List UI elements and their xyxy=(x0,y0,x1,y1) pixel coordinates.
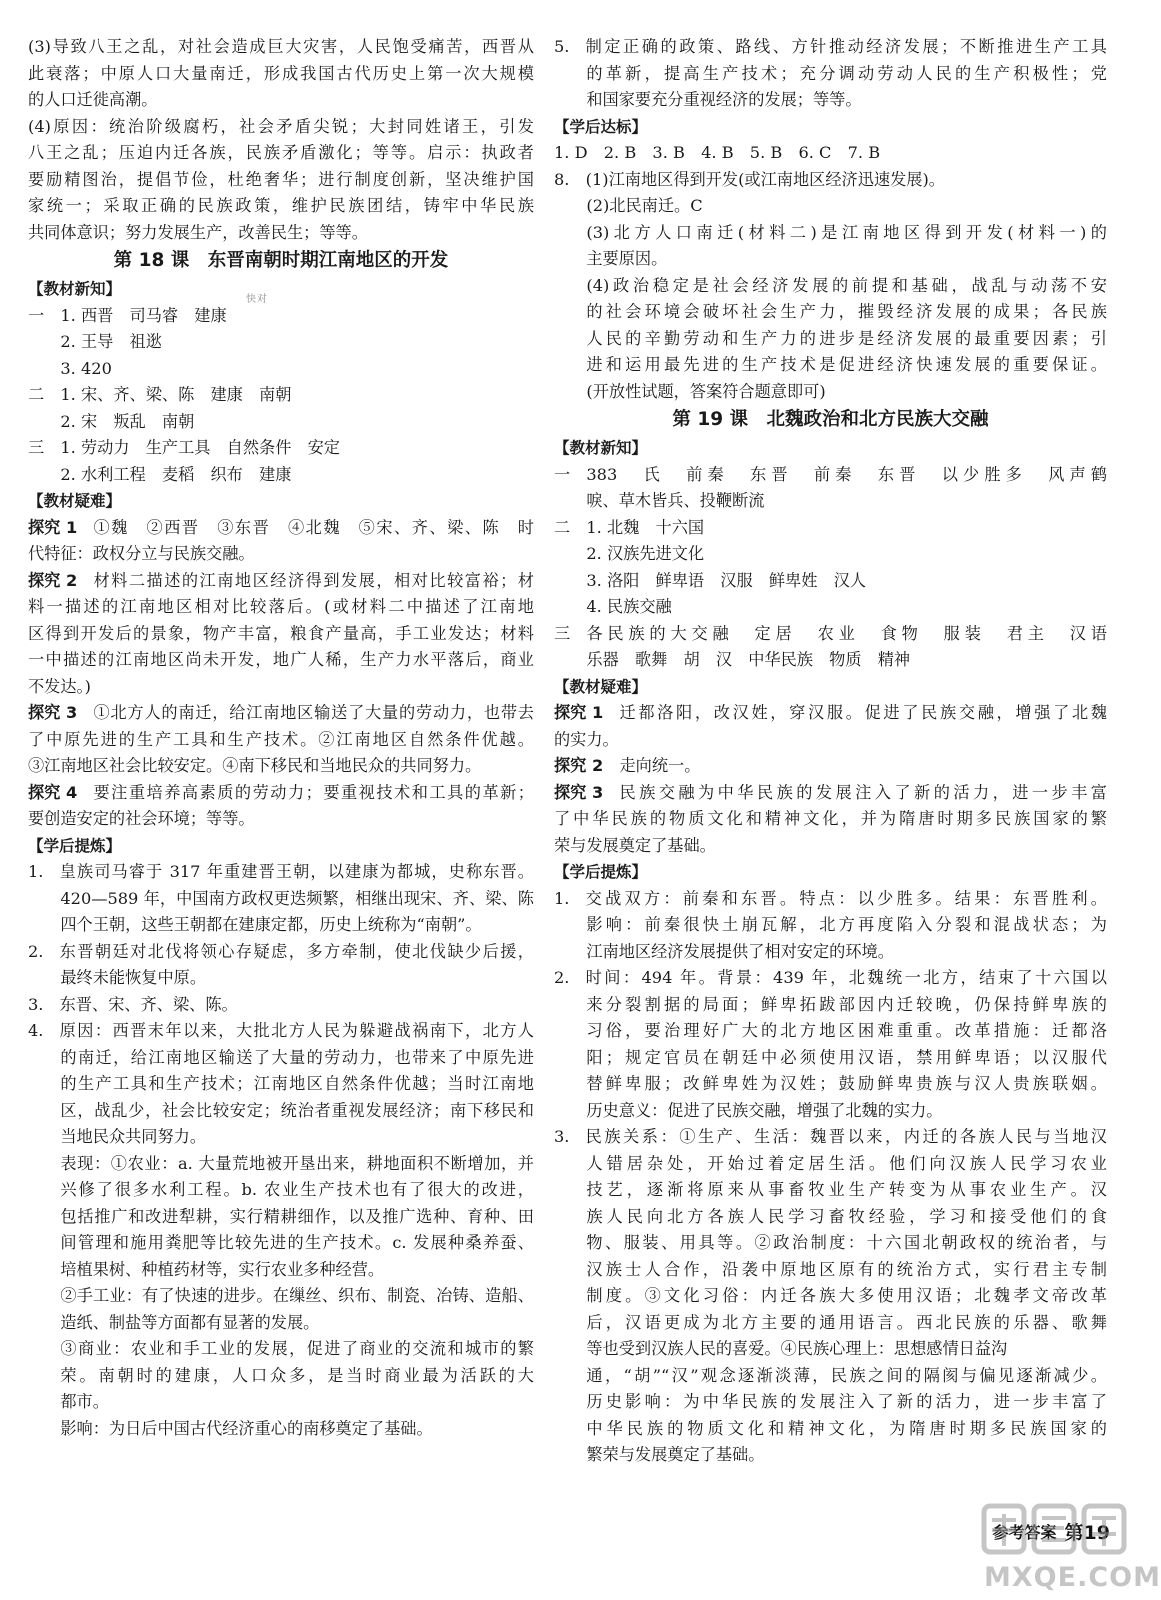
line-text: 时间：494 年。背景：439 年，北魏统一北方，结束了十六国以 xyxy=(585,968,1107,987)
item-prefix xyxy=(554,1363,586,1390)
line-text: (1)江南地区得到开发(或江南地区经济迅速发展)。 xyxy=(585,169,945,189)
line-text: 人错居杂处，开始过着定居生活。他们向汉族人民学习农业 xyxy=(586,1153,1107,1173)
lesson-title: 第 19 课 北魏政治和北方民族大交融 xyxy=(672,409,989,430)
text-line xyxy=(28,1204,534,1231)
line-text: 2. 王导 祖逖 xyxy=(60,332,162,351)
watermark-text: MXQE.COM xyxy=(984,1562,1161,1593)
line-text: 影响：前秦很快土崩瓦解，北方再度陷入分裂和混战状态；为 xyxy=(586,915,1107,934)
question-label: 探究 2 xyxy=(554,756,620,775)
text-line xyxy=(28,1151,534,1178)
lesson-title: 第 18 课 东晋南朝时期江南地区的开发 xyxy=(113,250,449,271)
line-text: 2. 水利工程 麦稻 织布 建康 xyxy=(60,464,292,484)
text-line xyxy=(28,1045,534,1072)
line-text: 间管理和施用粪肥等比较先进的生产技术。c. 发展种桑养蚕、 xyxy=(60,1233,534,1252)
line-text: 都市。 xyxy=(60,1392,109,1411)
line-text: (3)北方人口南迁(材料二)是江南地区得到开发(材料一)的 xyxy=(586,222,1107,242)
text-line xyxy=(554,700,1107,727)
text-line xyxy=(554,1336,1107,1363)
text-line xyxy=(28,303,534,330)
item-prefix xyxy=(554,992,586,1019)
line-text: 荣与发展奠定了基础。 xyxy=(554,835,716,855)
line-text: 阳；规定官员在朝廷中必须使用汉语，禁用鲜卑语；以汉服代 xyxy=(586,1047,1107,1067)
item-prefix xyxy=(554,1151,586,1178)
line-text: 料一描述的江南地区相对比较落后。(或材料二中描述了江南地 xyxy=(28,597,534,616)
section-heading: 【学后达标】 xyxy=(554,117,648,136)
item-prefix xyxy=(28,1071,60,1098)
line-text: 迁都洛阳，改汉姓，穿汉服。促进了民族交融，增强了北魏 xyxy=(619,703,1107,722)
item-prefix xyxy=(28,886,60,913)
item-prefix xyxy=(554,1045,586,1072)
line-text: 东晋朝廷对北伐将领心存疑虑，多方牵制，使北伐缺少后援， xyxy=(59,941,534,961)
line-text: ②手工业：有了快速的进步。在缫丝、织布、制瓷、冶铸、造船、 xyxy=(60,1286,534,1305)
line-text: 交战双方：前秦和东晋。特点：以少胜多。结果：东晋胜利。 xyxy=(585,888,1107,908)
text-line xyxy=(554,61,1107,88)
section-heading: 【教材疑难】 xyxy=(28,492,122,510)
text-line xyxy=(554,541,1107,568)
text-line xyxy=(28,114,534,141)
item-prefix xyxy=(28,1336,60,1363)
question-label: 探究 3 xyxy=(554,782,620,802)
text-line xyxy=(28,1071,534,1098)
line-text: 的人口迁徙高潮。 xyxy=(28,90,158,109)
line-text: 后，汉语更成为北方主要的通用语言。西北民族的乐器、歌舞 xyxy=(586,1312,1107,1332)
line-text: (3)导致八王之乱，对社会造成巨大灾害，人民饱受痛苦，西晋从 xyxy=(28,37,534,56)
line-text: ③江南地区社会比较安定。④南下移民和当地民众的共同努力。 xyxy=(28,756,482,775)
item-prefix xyxy=(28,1124,60,1151)
text-line xyxy=(28,1416,534,1443)
text-line xyxy=(28,409,534,436)
line-text: 1. D 2. B 3. B 4. B 5. B 6. C 7. B xyxy=(554,143,881,162)
item-prefix xyxy=(554,647,586,674)
question-label: 探究 2 xyxy=(28,570,94,590)
line-text: 不发达。) xyxy=(28,676,91,696)
item-prefix xyxy=(554,1230,586,1257)
text-line xyxy=(28,621,534,648)
item-prefix: 1. xyxy=(554,888,586,908)
text-line xyxy=(28,193,534,220)
line-text: 1. 西晋 司马睿 建康 xyxy=(60,305,227,325)
item-prefix xyxy=(554,1416,586,1443)
line-text: 荣。南朝时的建康，人口众多，是当时商业最为活跃的大 xyxy=(60,1365,534,1385)
question-label: 探究 1 xyxy=(554,703,620,722)
text-line xyxy=(28,435,534,462)
line-text: (开放性试题，答案符合题意即可) xyxy=(586,381,826,401)
item-prefix xyxy=(554,1257,586,1284)
line-text: 3. 420 xyxy=(60,358,112,378)
text-line xyxy=(554,727,1107,754)
line-text: 原因：西晋末年以来，大批北方人民为躲避战祸南下，北方人 xyxy=(59,1021,534,1040)
text-line xyxy=(554,780,1107,807)
text-line xyxy=(554,515,1107,542)
item-prefix: 三 xyxy=(28,438,61,457)
item-prefix xyxy=(554,61,586,88)
item-prefix xyxy=(28,1257,60,1284)
item-prefix xyxy=(28,462,60,489)
text-line xyxy=(28,61,534,88)
line-text: 制度。③文化习俗：内迁各族大多使用汉语；北魏孝文帝改革 xyxy=(586,1286,1107,1305)
item-prefix xyxy=(554,1389,586,1416)
text-line xyxy=(28,727,534,754)
text-line xyxy=(554,326,1107,353)
text-line xyxy=(554,1310,1107,1337)
item-prefix xyxy=(28,1204,60,1231)
text-line xyxy=(28,647,534,674)
section-heading: 【学后提炼】 xyxy=(28,836,122,855)
text-line xyxy=(554,379,1107,406)
item-prefix xyxy=(28,1151,60,1178)
text-line xyxy=(554,34,1107,61)
text-line xyxy=(554,352,1107,379)
line-text: 家统一；采取正确的民族政策，维护民族团结，铸牢中华民族 xyxy=(28,196,534,215)
line-text: 的实力。 xyxy=(554,729,619,749)
item-prefix: 一 xyxy=(554,464,587,484)
line-text: 的革新，提高生产技术；充分调动劳动人民的生产积极性；党 xyxy=(586,63,1107,83)
text-line xyxy=(554,806,1107,833)
item-prefix: 3. xyxy=(28,994,60,1014)
text-line xyxy=(28,1363,534,1390)
item-prefix xyxy=(554,379,586,406)
page-number: 第19 xyxy=(1064,1521,1110,1544)
item-prefix xyxy=(28,356,60,383)
line-text: 当地民众共同努力。 xyxy=(60,1127,207,1146)
line-text: 兴修了很多水利工程。b. 农业生产技术也有了很大的改进， xyxy=(60,1180,534,1199)
line-text: 区，战乱少，社会比较安定；统治者重视发展经济；南下移民和 xyxy=(60,1100,534,1120)
question-label: 探究 4 xyxy=(28,782,94,802)
item-prefix xyxy=(554,193,586,220)
text-line xyxy=(28,912,534,939)
text-line xyxy=(28,780,534,807)
text-line xyxy=(554,992,1107,1019)
line-text: 繁荣与发展奠定了基础。 xyxy=(586,1445,765,1464)
item-prefix xyxy=(554,326,586,353)
item-prefix xyxy=(28,1416,60,1443)
line-text: 要注重培养高素质的劳动力；要重视技术和工具的革新； xyxy=(93,782,534,802)
text-line xyxy=(28,568,534,595)
line-text: 1. 宋、齐、梁、陈 建康 南朝 xyxy=(60,385,292,404)
line-text: 江南地区经济发展提供了相对安定的环境。 xyxy=(586,941,894,961)
line-text: 2. 汉族先进文化 xyxy=(586,544,705,563)
item-prefix xyxy=(554,939,586,966)
item-prefix xyxy=(28,1098,60,1125)
line-text: ①北方人的南迁，给江南地区输送了大量的劳动力，也带去 xyxy=(93,703,534,722)
line-text: 中华民族的物质文化和精神文化，为隋唐时期多民族国家的 xyxy=(586,1418,1107,1438)
text-line xyxy=(28,1389,534,1416)
item-prefix xyxy=(554,1204,586,1231)
text-line xyxy=(554,594,1107,621)
text-line xyxy=(554,220,1107,247)
line-text: 各民族的大交融 定居 农业 食物 服装 君主 汉语 xyxy=(586,623,1107,643)
line-text: (4)原因：统治阶级腐朽，社会矛盾尖锐；大封同姓诸王，引发 xyxy=(28,116,534,136)
text-line xyxy=(554,1416,1107,1443)
line-text: 了中华民族的物质文化和精神文化，并为隋唐时期多民族国家的繁 xyxy=(554,809,1107,828)
text-line xyxy=(554,1283,1107,1310)
line-text: 乐器 歌舞 胡 汉 中华民族 物质 精神 xyxy=(586,650,911,669)
answer-site-logo-icon xyxy=(980,1500,1130,1560)
item-prefix xyxy=(28,409,60,436)
line-text: 383 氏 前秦 东晋 前秦 东晋 以少胜多 风声鹤 xyxy=(586,464,1107,484)
text-line xyxy=(554,1045,1107,1072)
item-prefix xyxy=(554,273,586,300)
text-line xyxy=(28,1310,534,1337)
text-line xyxy=(28,541,534,568)
item-prefix xyxy=(554,220,586,247)
line-text: 了中原先进的生产工具和生产技术。②江南地区自然条件优越。 xyxy=(28,729,534,749)
line-text: 民族关系：①生产、生活：魏晋以来，内迁的各族人民与当地汉 xyxy=(585,1127,1107,1146)
item-prefix: 二 xyxy=(554,517,587,537)
line-text: 的生产工具和生产技术；江南地区自然条件优越；当时江南地 xyxy=(60,1074,534,1093)
item-prefix: 三 xyxy=(554,623,587,643)
line-text: 1. 劳动力 生产工具 自然条件 安定 xyxy=(60,438,340,457)
question-label: 探究 1 xyxy=(28,517,94,537)
text-line xyxy=(554,833,1107,860)
text-line xyxy=(554,246,1107,273)
text-line xyxy=(28,1336,534,1363)
line-text: 替鲜卑服；改鲜卑姓为汉姓；鼓励鲜卑贵族与汉人贵族联姻。 xyxy=(586,1074,1107,1093)
text-line xyxy=(554,1098,1107,1125)
text-line xyxy=(28,1098,534,1125)
line-text: 进和运用最先进的生产技术是促进经济快速发展的重要保证。 xyxy=(586,355,1107,374)
text-line xyxy=(554,965,1107,992)
line-text: 习俗，要治理好广大的北方地区困难重重。改革措施：迁都洛 xyxy=(586,1021,1107,1040)
text-line xyxy=(28,1283,534,1310)
text-line xyxy=(554,140,1107,167)
text-line xyxy=(28,1257,534,1284)
item-prefix: 2. xyxy=(554,968,586,987)
line-text: 的社会环境会破坏社会生产力，摧毁经济发展的成果；各民族 xyxy=(586,302,1107,321)
text-line xyxy=(28,806,534,833)
line-text: 要创造安定的社会环境；等等。 xyxy=(28,809,255,828)
item-prefix xyxy=(28,1283,60,1310)
line-text: 要励精图治，提倡节俭，杜绝奢华；进行制度创新，坚决维护国 xyxy=(28,169,534,189)
text-line xyxy=(28,700,534,727)
line-text: 八王之乱；压迫内迁各族，民族矛盾激化；等等。启示：执政者 xyxy=(28,143,534,162)
section-heading: 【教材新知】 xyxy=(28,280,122,298)
line-text: 走向统一。 xyxy=(619,756,701,775)
line-text: 来分裂割据的局面；鲜卑拓跋部因内迁较晚，仍保持鲜卑族的 xyxy=(586,994,1107,1014)
item-prefix: 8. xyxy=(554,169,586,189)
line-text: 2. 宋 叛乱 南朝 xyxy=(60,411,195,431)
line-text: 汉族士人合作，沿袭中原地区原有的统治方式，实行君主专制 xyxy=(586,1259,1107,1279)
line-text: 主要原因。 xyxy=(586,249,668,268)
item-prefix xyxy=(554,1336,586,1363)
item-prefix: 3. xyxy=(554,1127,586,1146)
line-text: 此衰落；中原人口大量南迁，形成我国古代历史上第一次大规模 xyxy=(28,63,534,83)
item-prefix xyxy=(554,488,586,515)
text-line xyxy=(28,859,534,886)
line-text: 通，“胡”“汉”观念逐渐淡薄，民族之间的隔阂与偏见逐渐减少。 xyxy=(586,1365,1107,1385)
section-heading: 【学后提炼】 xyxy=(554,863,648,881)
item-prefix xyxy=(554,1071,586,1098)
line-text: 420—589 年，中国南方政权更迭频繁，相继出现宋、齐、梁、陈 xyxy=(60,888,534,908)
line-text: 影响：为日后中国古代经济重心的南移奠定了基础。 xyxy=(60,1418,433,1438)
item-prefix xyxy=(554,1283,586,1310)
line-text: 和国家要充分重视经济的发展；等等。 xyxy=(586,90,862,109)
item-prefix xyxy=(554,912,586,939)
section-heading: 【教材新知】 xyxy=(554,439,648,457)
line-text: 技艺，逐渐将原来从事畜牧业生产转变为从事农业生产。汉 xyxy=(586,1180,1107,1199)
item-prefix xyxy=(554,246,586,273)
line-text: (4)政治稳定是社会经济发展的前提和基础，战乱与动荡不安 xyxy=(586,275,1107,295)
item-prefix xyxy=(28,1389,60,1416)
text-line xyxy=(28,87,534,114)
item-prefix xyxy=(28,965,60,992)
text-line xyxy=(554,568,1107,595)
item-prefix xyxy=(554,1098,586,1125)
line-text: (2)北民南迁。C xyxy=(586,196,703,215)
text-line xyxy=(554,1177,1107,1204)
line-text: 最终未能恢复中原。 xyxy=(60,968,207,987)
text-line xyxy=(554,1442,1107,1469)
text-line xyxy=(28,515,534,542)
text-line xyxy=(28,1018,534,1045)
item-prefix xyxy=(554,87,586,114)
footer-label: 参考答案 xyxy=(992,1522,1057,1542)
line-text: 制定正确的政策、路线、方针推动经济发展；不断推进生产工具 xyxy=(585,37,1107,56)
text-line xyxy=(28,34,534,61)
line-text: 族人民向北方各族人民学习畜牧经验，学习和接受他们的食 xyxy=(586,1206,1107,1226)
text-line xyxy=(554,1363,1107,1390)
line-text: 四个王朝，这些王朝都在建康定都，历史上统称为“南朝”。 xyxy=(60,915,482,934)
line-text: 培植果树、种植药材等，实行农业多种经营。 xyxy=(60,1259,385,1279)
line-text: 代特征：政权分立与民族交融。 xyxy=(28,544,255,563)
text-line xyxy=(28,167,534,194)
text-line xyxy=(554,1389,1107,1416)
line-text: 4. 民族交融 xyxy=(586,597,672,616)
left-column xyxy=(28,34,534,1442)
text-line xyxy=(28,356,534,383)
text-line xyxy=(554,912,1107,939)
line-text: 唳、草木皆兵、投鞭断流 xyxy=(586,491,765,510)
line-text: 1. 北魏 十六国 xyxy=(586,517,705,537)
line-text: 等也受到汉族人民的喜爱。④民族心理上：思想感情日益沟 xyxy=(586,1339,1008,1358)
line-text: 历史影响：为中华民族的发展注入了新的活力，进一步丰富了 xyxy=(586,1392,1107,1411)
line-text: ③商业：农业和手工业的发展，促进了商业的交流和城市的繁 xyxy=(60,1339,534,1358)
item-prefix xyxy=(554,299,586,326)
line-text: 人民的辛勤劳动和生产力的进步是经济发展的最重要因素；引 xyxy=(586,328,1107,348)
line-text: 材料二描述的江南地区经济得到发展，相对比较富裕；材 xyxy=(93,570,534,590)
text-line xyxy=(28,992,534,1019)
item-prefix: 一 xyxy=(28,305,61,325)
text-line xyxy=(28,594,534,621)
text-line xyxy=(554,1230,1107,1257)
text-line xyxy=(28,329,534,356)
text-line xyxy=(28,753,534,780)
section-heading: 【教材疑难】 xyxy=(554,677,648,696)
line-text: 东晋、宋、齐、梁、陈。 xyxy=(59,994,238,1014)
line-text: 皇族司马睿于 317 年重建晋王朝，以建康为都城，史称东晋。 xyxy=(59,862,534,881)
item-prefix xyxy=(554,1310,586,1337)
line-text: 一中描述的江南地区尚未开发，地广人稀，生产力水平落后，商业 xyxy=(28,650,534,669)
item-prefix xyxy=(28,1310,60,1337)
text-line xyxy=(554,621,1107,648)
item-prefix xyxy=(554,1018,586,1045)
site-watermark xyxy=(978,1500,1161,1600)
right-column xyxy=(554,34,1107,1469)
text-line xyxy=(554,647,1107,674)
line-text: 历史意义：促进了民族交融，增强了北魏的实力。 xyxy=(586,1100,943,1120)
item-prefix xyxy=(554,352,586,379)
text-line xyxy=(554,753,1107,780)
line-text: 物、服装、用具等。②政治制度：十六国北朝政权的统治者，与 xyxy=(586,1233,1107,1252)
text-line xyxy=(28,1177,534,1204)
text-line xyxy=(554,1071,1107,1098)
item-prefix: 2. xyxy=(28,941,60,961)
item-prefix: 4. xyxy=(28,1021,60,1040)
item-prefix xyxy=(554,1442,586,1469)
text-line xyxy=(554,167,1107,194)
text-line xyxy=(554,1257,1107,1284)
text-line xyxy=(28,1230,534,1257)
text-line xyxy=(554,488,1107,515)
text-line xyxy=(28,220,534,247)
text-line xyxy=(28,1124,534,1151)
text-line xyxy=(28,939,534,966)
item-prefix xyxy=(28,1230,60,1257)
item-prefix xyxy=(28,329,60,356)
line-text: ①魏 ②西晋 ③东晋 ④北魏 ⑤宋、齐、梁、陈 时 xyxy=(93,517,534,537)
text-line xyxy=(554,87,1107,114)
item-prefix xyxy=(554,541,586,568)
line-text: 包括推广和改进犁耕，实行精耕细作，以及推广选种、育种、田 xyxy=(60,1206,534,1226)
question-label: 探究 3 xyxy=(28,703,94,722)
faint-stamp-text: 快对 xyxy=(246,294,268,305)
text-line xyxy=(554,939,1107,966)
text-line xyxy=(554,1204,1107,1231)
item-prefix xyxy=(28,1177,60,1204)
text-line xyxy=(28,462,534,489)
text-line xyxy=(554,1124,1107,1151)
item-prefix: 1. xyxy=(28,862,60,881)
text-line xyxy=(28,140,534,167)
text-line xyxy=(28,674,534,701)
line-text: 3. 洛阳 鲜卑语 汉服 鲜卑姓 汉人 xyxy=(586,570,866,590)
item-prefix xyxy=(554,568,586,595)
line-text: 区得到开发后的景象，物产丰富，粮食产量高，手工业发达；材料 xyxy=(28,623,534,643)
item-prefix: 5. xyxy=(554,37,586,56)
line-text: 民族交融为中华民族的发展注入了新的活力，进一步丰富 xyxy=(619,782,1107,802)
item-prefix xyxy=(554,1177,586,1204)
text-line xyxy=(554,886,1107,913)
text-line xyxy=(554,273,1107,300)
item-prefix xyxy=(28,912,60,939)
line-text: 表现：①农业：a. 大量荒地被开垦出来，耕地面积不断增加，并 xyxy=(60,1153,534,1173)
text-line xyxy=(554,1151,1107,1178)
text-line xyxy=(554,193,1107,220)
text-line xyxy=(28,965,534,992)
text-line xyxy=(554,299,1107,326)
item-prefix xyxy=(554,594,586,621)
line-text: 造纸、制盐等方面都有显著的发展。 xyxy=(60,1312,320,1332)
text-line xyxy=(554,462,1107,489)
item-prefix xyxy=(28,1045,60,1072)
item-prefix: 二 xyxy=(28,385,61,404)
text-line xyxy=(554,1018,1107,1045)
item-prefix xyxy=(28,1363,60,1390)
line-text: 共同体意识；努力发展生产，改善民生；等等。 xyxy=(28,222,368,242)
text-line xyxy=(28,382,534,409)
line-text: 的南迁，给江南地区输送了大量的劳动力，也带来了中原先进 xyxy=(60,1047,534,1067)
text-line xyxy=(28,886,534,913)
